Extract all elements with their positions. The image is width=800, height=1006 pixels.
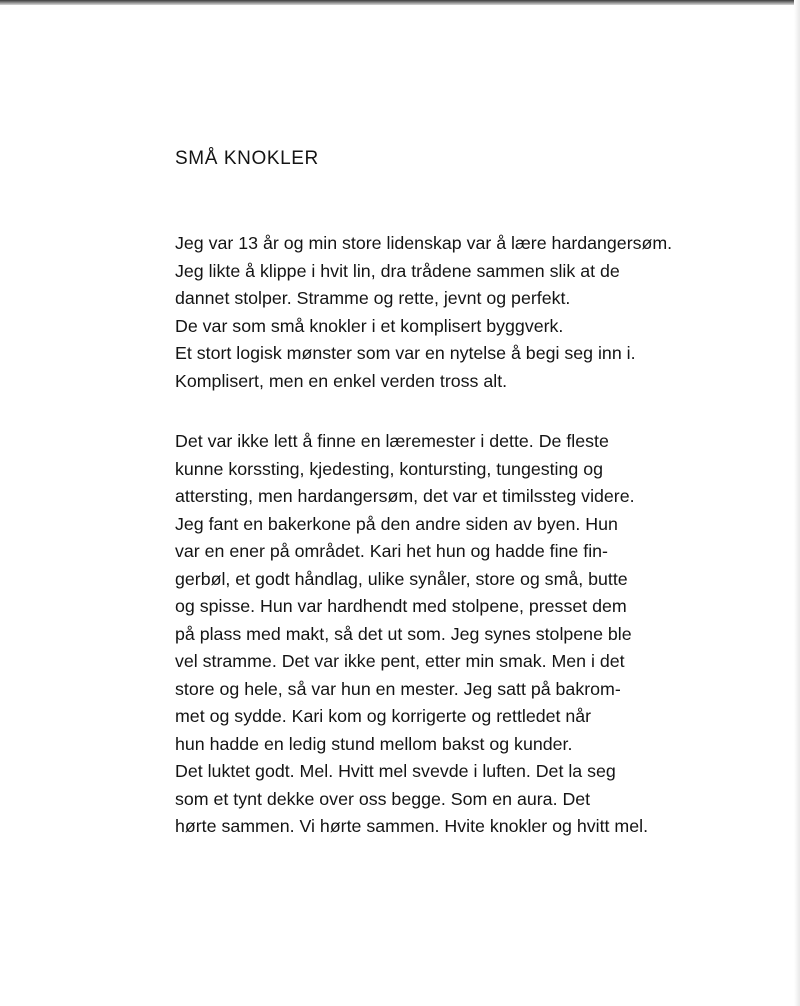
text-line: dannet stolper. Stramme og rette, jevnt og perfekt. bbox=[175, 288, 571, 308]
text-line: Jeg var 13 år og min store lidenskap var å lære hardangersøm. bbox=[175, 233, 673, 253]
text-line: Det luktet godt. Mel. Hvitt mel svevde i luften. Det la seg bbox=[175, 761, 616, 781]
text-line: som et tynt dekke over oss begge. Som en aura. Det bbox=[175, 788, 591, 809]
text-line: Jeg fant en bakerkone på den andre siden av byen. Hun bbox=[175, 513, 618, 534]
text-line: Det var ikke lett å finne en læremester i dette. De fleste bbox=[175, 431, 609, 451]
text-line: hørte sammen. Vi hørte sammen. Hvite knokler og hvitt mel. bbox=[175, 816, 649, 836]
text-line: kunne korssting, kjedesting, kontursting, tungesting og bbox=[175, 458, 604, 479]
text-line: store og hele, så var hun en mester. Jeg satt på bakrom- bbox=[175, 678, 621, 699]
text-line: på plass med makt, så det ut som. Jeg synes stolpene ble bbox=[175, 623, 632, 644]
text-line: hun hadde en ledig stund mellom bakst og kunder. bbox=[175, 733, 573, 754]
text-line: var en ener på området. Kari het hun og hadde fine fin- bbox=[175, 541, 608, 561]
text-line: vel stramme. Det var ikke pent, etter min smak. Men i det bbox=[175, 651, 625, 671]
poem-title: SMÅ KNOKLER bbox=[175, 148, 319, 169]
text-line: De var som små knokler i et komplisert byggverk. bbox=[175, 315, 564, 336]
text-line: attersting, men hardangersøm, det var et timilssteg videre. bbox=[175, 486, 635, 506]
text-line: og spisse. Hun var hardhendt med stolpene, presset dem bbox=[175, 596, 627, 616]
paragraph-2 bbox=[175, 428, 648, 841]
text-line: Et stort logisk mønster som var en nytelse å begi seg inn i. bbox=[175, 343, 636, 363]
text-line: Komplisert, men en enkel verden tross alt. bbox=[175, 370, 508, 391]
paragraph-1 bbox=[175, 230, 672, 395]
text-line: met og sydde. Kari kom og korrigerte og rettledet når bbox=[175, 706, 592, 726]
text-line: gerbøl, et godt håndlag, ulike synåler, store og små, butte bbox=[175, 568, 628, 589]
text-line: Jeg likte å klippe i hvit lin, dra trådene sammen slik at de bbox=[175, 260, 620, 281]
